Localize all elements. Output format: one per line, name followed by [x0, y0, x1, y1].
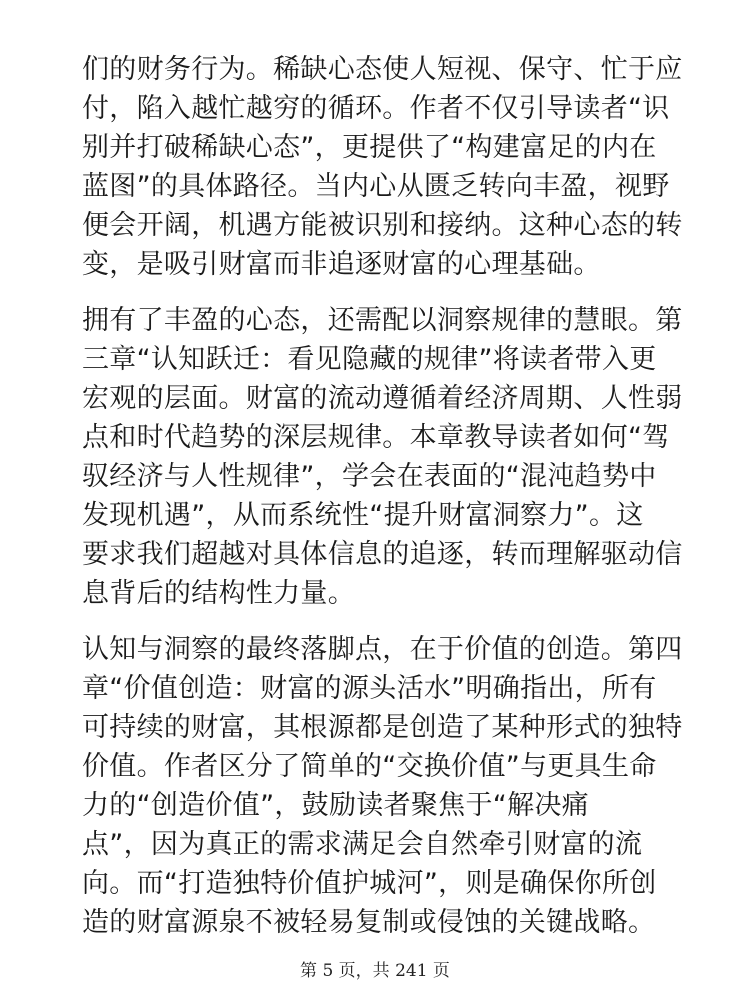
text-line: 驭经济与人性规律”，学会在表面的“混沌趋势中 — [82, 461, 657, 492]
text-line: 向。而“打造独特价值护城河”，则是确保你所创 — [82, 868, 657, 899]
paragraph-2 — [82, 301, 683, 613]
text-line: 们的财务行为。稀缺心态使人短视、保守、忙于应 — [82, 54, 683, 85]
text-line: 息背后的结构性力量。 — [82, 578, 355, 609]
text-line: 便会开阔，机遇方能被识别和接纳。这种心态的转 — [82, 210, 683, 241]
text-line: 要求我们超越对具体信息的追逐，转而理解驱动信 — [82, 539, 683, 570]
text-line: 变，是吸引财富而非追逐财富的心理基础。 — [82, 249, 601, 280]
body-text — [82, 50, 683, 959]
text-line: 章“价值创造：财富的源头活水”明确指出，所有 — [82, 673, 657, 704]
paragraph-3 — [82, 630, 683, 942]
text-line: 宏观的层面。财富的流动遵循着经济周期、人性弱 — [82, 383, 683, 414]
text-line: 点和时代趋势的深层规律。本章教导读者如何“驾 — [82, 422, 670, 453]
text-line: 可持续的财富，其根源都是创造了某种形式的独特 — [82, 712, 683, 743]
text-line: 价值。作者区分了简单的“交换价值”与更具生命 — [82, 751, 657, 782]
paragraph-1 — [82, 50, 683, 284]
text-line: 认知与洞察的最终落脚点，在于价值的创造。第四 — [82, 634, 683, 665]
text-line: 造的财富源泉不被轻易复制或侵蚀的关键战略。 — [82, 907, 656, 938]
text-line: 点”，因为真正的需求满足会自然牵引财富的流 — [82, 829, 643, 860]
text-line: 力的“创造价值”，鼓励读者聚焦于“解决痛 — [82, 790, 589, 821]
text-line: 发现机遇”，从而系统性“提升财富洞察力”。这 — [82, 500, 644, 531]
text-line: 三章“认知跃迁：看见隐藏的规律”将读者带入更 — [82, 344, 657, 375]
page-number-footer: 第 5 页，共 241 页 — [300, 961, 450, 981]
text-line: 付，陷入越忙越穷的循环。作者不仅引导读者“识 — [82, 93, 670, 124]
text-line: 拥有了丰盈的心态，还需配以洞察规律的慧眼。第 — [82, 305, 683, 336]
text-line: 蓝图”的具体路径。当内心从匮乏转向丰盈，视野 — [82, 171, 670, 202]
text-line: 别并打破稀缺心态”，更提供了“构建富足的内在 — [82, 132, 657, 163]
